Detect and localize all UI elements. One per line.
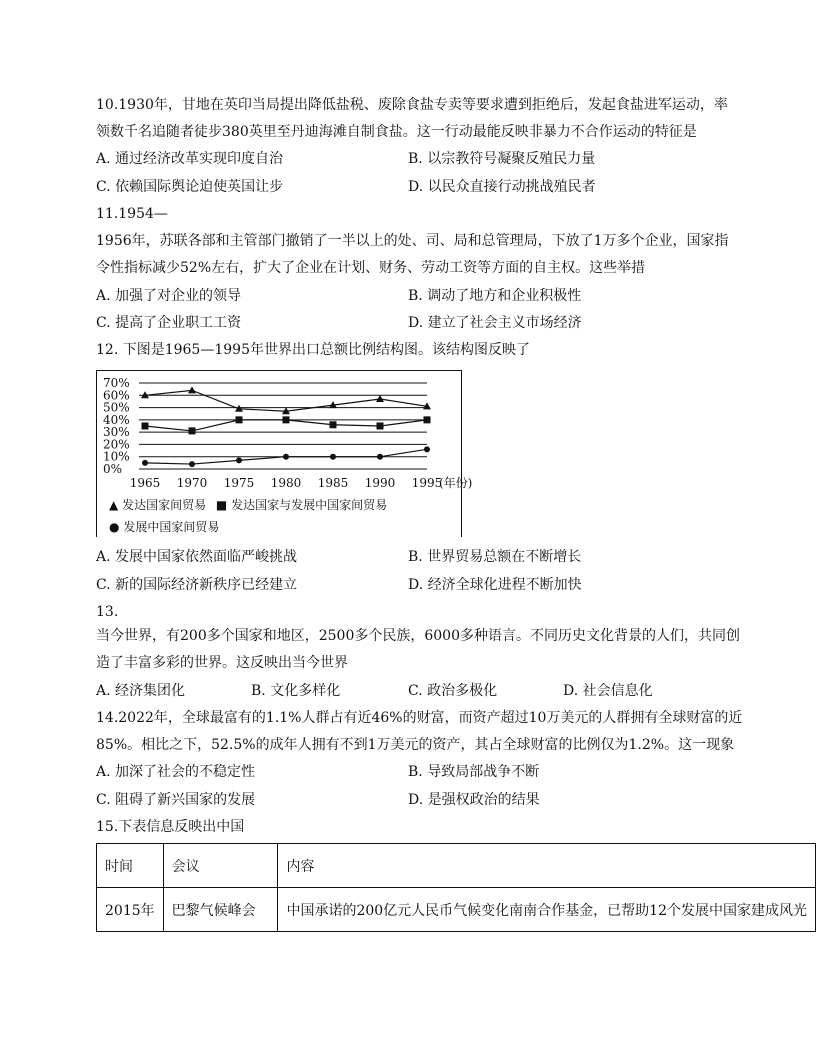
x-tick-label: 1970	[176, 476, 208, 490]
y-tick-label: 10%	[103, 449, 130, 464]
q13-stem-line1: 13.	[96, 604, 119, 620]
q14-option-b[interactable]: B. 导致局部战争不断	[408, 764, 540, 780]
x-tick-label: 1985	[317, 476, 349, 490]
legend-label-developed-developing: 发达国家与发展中国家间贸易	[231, 498, 388, 512]
legend-circle-icon: ●	[109, 520, 120, 534]
table-cell-meeting: 巴黎气候峰会	[163, 888, 278, 932]
q12-stem-line1: 12. 下图是1965—1995年世界出口总额比例结构图。该结构图反映了	[96, 342, 530, 358]
legend-label-developing: 发展中国家间贸易	[123, 520, 220, 534]
y-tick-label: 60%	[103, 388, 130, 403]
q14-option-d[interactable]: D. 是强权政治的结果	[408, 792, 540, 808]
table-header-content: 内容	[278, 844, 816, 888]
q10-option-a[interactable]: A. 通过经济改革实现印度自治	[96, 151, 284, 167]
y-tick-label: 40%	[103, 412, 130, 427]
q10-option-b[interactable]: B. 以宗教符号凝聚反殖民力量	[408, 151, 596, 167]
x-tick-label: 1975	[223, 476, 255, 490]
q14-stem-line1: 14.2022年，全球最富有的1.1%人群占有近46%的财富，而资产超过10万美元的人群拥有全球财富的近	[96, 710, 743, 726]
x-tick-label: 1990	[364, 476, 396, 490]
q14-stem-line2: 85%。相比之下，52.5%的成年人拥有不到1万美元的资产，其占全球财富的比例仅为1.2%。这一现象	[96, 737, 735, 753]
q11-stem-line3: 令性指标减少52%左右，扩大了企业在计划、财务、劳动工资等方面的自主权。这些举措	[96, 260, 646, 276]
q13-option-b[interactable]: B. 文化多样化	[251, 683, 341, 699]
q11-stem-line1: 11.1954—	[96, 206, 168, 222]
q13-stem-line2: 当今世界，有200多个国家和地区，2500多个民族，6000多种语言。不同历史文化背景的人们，共同创	[96, 628, 740, 644]
q15-table	[96, 843, 816, 932]
y-tick-label: 70%	[103, 376, 130, 390]
q13-option-d[interactable]: D. 社会信息化	[563, 683, 653, 699]
x-unit-label: (年份)	[439, 476, 473, 490]
q10-option-d[interactable]: D. 以民众直接行动挑战殖民者	[408, 179, 596, 195]
q11-option-c[interactable]: C. 提高了企业职工工资	[96, 315, 242, 331]
q13-option-a[interactable]: A. 经济集团化	[96, 683, 186, 699]
y-tick-label: 50%	[103, 400, 130, 415]
q11-stem-line2: 1956年，苏联各部和主管部门撤销了一半以上的处、司、局和总管理局，下放了1万多个企业，国家指	[96, 233, 729, 249]
q12-option-b[interactable]: B. 世界贸易总额在不断增长	[408, 549, 582, 565]
x-tick-label: 1995	[411, 476, 443, 490]
q15-stem-line1: 15.下表信息反映出中国	[96, 819, 245, 835]
legend-triangle-icon: ▲	[109, 498, 119, 512]
q14-option-c[interactable]: C. 阻碍了新兴国家的发展	[96, 792, 256, 808]
q12-option-a[interactable]: A. 发展中国家依然面临严峻挑战	[96, 549, 298, 565]
legend-square-icon: ■	[215, 498, 228, 512]
q12-option-c[interactable]: C. 新的国际经济新秩序已经建立	[96, 577, 298, 593]
q10-stem-line1: 10.1930年，甘地在英印当局提出降低盐税、废除食盐专卖等要求遭到拒绝后，发起食盐进军运动，率	[96, 97, 728, 113]
q10-stem-line2: 领数千名追随者徒步380英里至丹迪海滩自制食盐。这一行动最能反映非暴力不合作运动的特征是	[96, 124, 697, 140]
table-cell-time: 2015年	[97, 888, 164, 932]
q12-option-d[interactable]: D. 经济全球化进程不断加快	[408, 577, 582, 593]
y-tick-label: 20%	[103, 437, 130, 452]
q11-option-b[interactable]: B. 调动了地方和企业积极性	[408, 288, 582, 304]
y-tick-label: 30%	[103, 425, 130, 440]
legend-label-developed: 发达国家间贸易	[122, 498, 207, 512]
table-header-time: 时间	[97, 844, 164, 888]
table-row	[97, 888, 816, 932]
table-header-row	[97, 844, 816, 888]
table-cell-content: 中国承诺的200亿元人民币气候变化南南合作基金，已帮助12个发展中国家建成风光	[278, 888, 816, 932]
table-header-meeting: 会议	[163, 844, 278, 888]
x-tick-label: 1965	[129, 476, 161, 490]
y-tick-label: 0%	[103, 462, 123, 476]
q11-option-d[interactable]: D. 建立了社会主义市场经济	[408, 315, 582, 331]
x-tick-label: 1980	[270, 476, 302, 490]
q13-stem-line3: 造了丰富多彩的世界。这反映出当今世界	[96, 655, 348, 671]
q11-option-a[interactable]: A. 加强了对企业的领导	[96, 288, 242, 304]
q14-option-a[interactable]: A. 加深了社会的不稳定性	[96, 764, 256, 780]
q13-option-c[interactable]: C. 政治多极化	[408, 683, 498, 699]
q10-option-c[interactable]: C. 依赖国际舆论迫使英国让步	[96, 179, 284, 195]
